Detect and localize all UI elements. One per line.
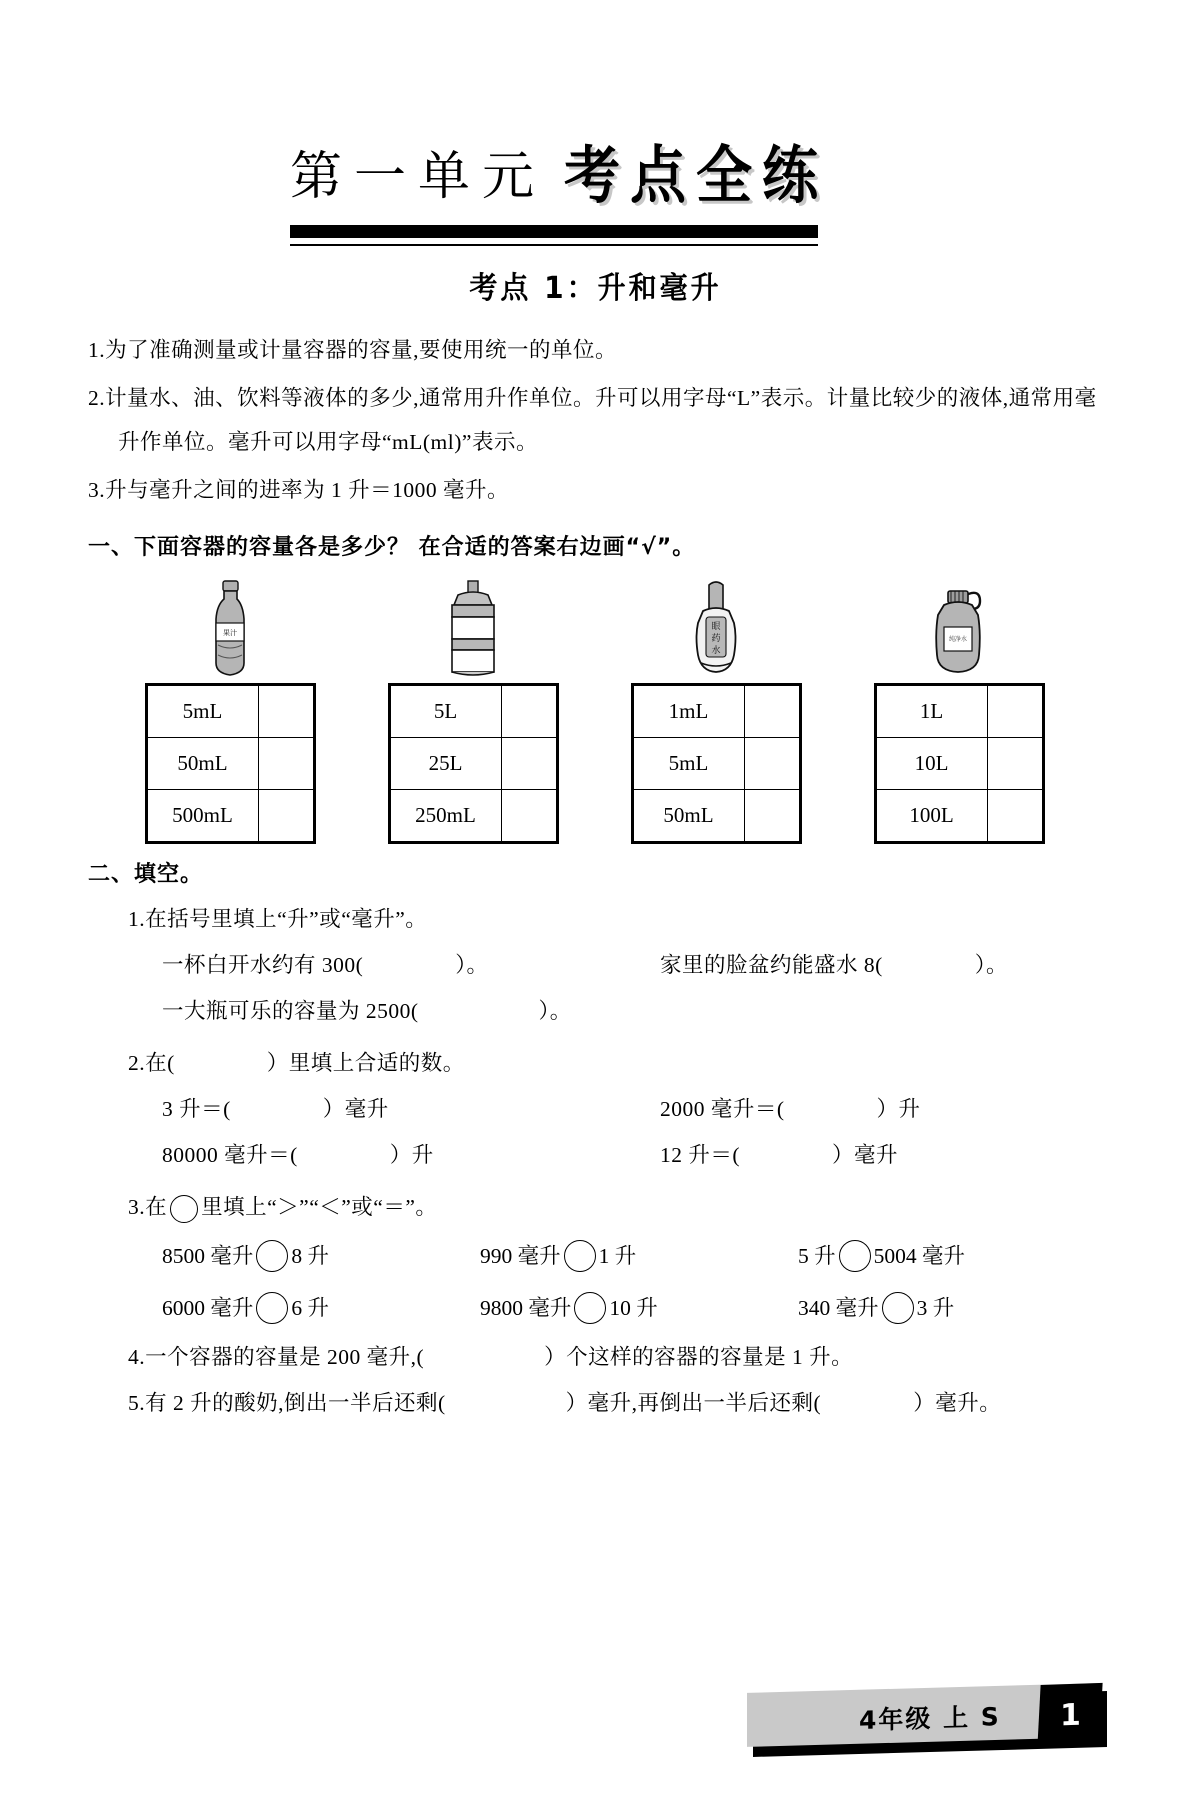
q2-text: 2000 毫升＝( <box>660 1097 785 1121</box>
comparison-item <box>162 1230 480 1282</box>
workbook-page <box>0 128 1191 1812</box>
choice-label: 5L <box>390 686 501 738</box>
q1-tail-3: ）。 <box>538 999 572 1023</box>
svg-text:果汁: 果汁 <box>223 629 237 637</box>
comparison-circle[interactable] <box>839 1240 871 1272</box>
table-row <box>147 738 313 790</box>
q5-text-pre: 5.有 2 升的酸奶,倒出一半后还剩( <box>128 1391 446 1415</box>
comparison-circle[interactable] <box>256 1240 288 1272</box>
title-rule-thin <box>290 244 818 246</box>
choice-label: 50mL <box>633 790 744 842</box>
q5-text-post: ）毫升。 <box>913 1391 1002 1415</box>
container-choices-row <box>88 569 1103 839</box>
water-jug-icon <box>353 569 593 679</box>
container-choice-3 <box>596 569 836 842</box>
q2-text: ）升 <box>876 1097 921 1121</box>
choice-checkbox[interactable] <box>501 738 556 790</box>
q1-text-1: 一杯白开水约有 300( <box>162 953 364 977</box>
question-2-row1-left <box>88 1086 660 1132</box>
q3-prompt-pre: 3.在 <box>128 1195 168 1219</box>
question-1 <box>88 896 1103 1034</box>
comparison-circle[interactable] <box>574 1292 606 1324</box>
q2-text: 3 升＝( <box>162 1097 231 1121</box>
question-2-prompt <box>88 1040 1103 1086</box>
choice-table-2 <box>390 685 557 842</box>
knowledge-point-3: 3.升与毫升之间的进率为 1 升＝1000 毫升。 <box>88 478 510 502</box>
question-1-item-2 <box>660 942 1103 988</box>
table-row <box>147 790 313 842</box>
table-row <box>633 790 799 842</box>
q5-text-mid: ）毫升,再倒出一半后还剩( <box>565 1391 822 1415</box>
question-2-row2-right <box>660 1132 1103 1178</box>
svg-text:纯净水: 纯净水 <box>948 636 968 643</box>
choice-label: 250mL <box>390 790 501 842</box>
cmp-left: 9800 毫升 <box>480 1296 572 1320</box>
container-choice-2 <box>353 569 593 842</box>
choice-checkbox[interactable] <box>744 790 799 842</box>
q2-text: ）毫升 <box>832 1143 899 1167</box>
question-1-item-1 <box>88 942 660 988</box>
section-one-heading: 一、下面容器的容量各是多少？ 在合适的答案右边画“√”。 <box>88 535 696 560</box>
choice-checkbox[interactable] <box>258 686 313 738</box>
question-3 <box>88 1184 1103 1334</box>
comparison-item <box>480 1230 798 1282</box>
choice-label: 1mL <box>633 686 744 738</box>
table-row <box>390 738 556 790</box>
page-title-banner <box>0 128 1191 240</box>
choice-label: 50mL <box>147 738 258 790</box>
question-5 <box>88 1380 1103 1426</box>
choice-checkbox[interactable] <box>501 790 556 842</box>
cmp-right: 6 升 <box>291 1296 330 1320</box>
choice-checkbox[interactable] <box>744 686 799 738</box>
choice-label: 5mL <box>633 738 744 790</box>
table-row <box>876 738 1042 790</box>
title-rule-thick <box>290 225 818 238</box>
choice-table-1 <box>147 685 314 842</box>
q3-prompt-post: 里填上“＞”“＜”或“＝”。 <box>201 1195 438 1219</box>
cmp-left: 5 升 <box>798 1244 836 1268</box>
cmp-right: 10 升 <box>609 1296 658 1320</box>
q1-text-3: 一大瓶可乐的容量为 2500( <box>162 999 419 1023</box>
kettle-icon <box>839 569 1079 679</box>
question-2 <box>88 1040 1103 1178</box>
cmp-left: 8500 毫升 <box>162 1244 254 1268</box>
question-3-row-2 <box>88 1282 1103 1334</box>
footer-grade-label: 4年级 上 S <box>859 1702 1001 1735</box>
question-2-row2-left <box>88 1132 660 1178</box>
unit-label: 第一单元 <box>290 149 547 206</box>
question-1-prompt: 1.在括号里填上“升”或“毫升”。 <box>128 907 428 931</box>
q2-text: ）升 <box>389 1143 434 1167</box>
juice-bottle-icon <box>110 569 350 679</box>
section-two-heading: 二、填空。 <box>88 862 204 887</box>
choice-checkbox[interactable] <box>258 790 313 842</box>
comparison-item <box>480 1282 798 1334</box>
cmp-right: 5004 毫升 <box>873 1244 966 1268</box>
comparison-circle[interactable] <box>564 1240 596 1272</box>
page-footer <box>747 1688 1107 1754</box>
q1-tail-1: ）。 <box>455 953 489 977</box>
question-3-row-1 <box>88 1230 1103 1282</box>
comparison-item <box>162 1282 480 1334</box>
table-row <box>390 686 556 738</box>
cmp-left: 340 毫升 <box>798 1296 879 1320</box>
q4-text-post: ）个这样的容器的容量是 1 升。 <box>544 1345 854 1369</box>
page-content <box>0 266 1191 1426</box>
svg-text:眼: 眼 <box>711 622 721 632</box>
table-row <box>390 790 556 842</box>
q2-prompt-post: ）里填上合适的数。 <box>266 1051 465 1075</box>
question-4 <box>88 1334 1103 1380</box>
choice-checkbox[interactable] <box>987 686 1042 738</box>
comparison-circle[interactable] <box>882 1292 914 1324</box>
cmp-right: 1 升 <box>598 1244 637 1268</box>
knowledge-point-1: 1.为了准确测量或计量容器的容量,要使用统一的单位。 <box>88 338 618 362</box>
cmp-right: 3 升 <box>916 1296 955 1320</box>
knowledge-point-2: 2.计量水、油、饮料等液体的多少,通常用升作单位。升可以用字母“L”表示。计量比较少的液体,通常用毫升作单位。毫升可以用字母“mL(ml)”表示。 <box>88 386 1097 454</box>
q2-text: 80000 毫升＝( <box>162 1143 298 1167</box>
svg-text:药: 药 <box>711 634 721 644</box>
choice-checkbox[interactable] <box>987 790 1042 842</box>
table-row <box>633 686 799 738</box>
kaodian-heading: 考点 1：升和毫升 <box>469 269 722 306</box>
choice-label: 500mL <box>147 790 258 842</box>
q2-prompt-pre: 2.在( <box>128 1051 175 1075</box>
q1-tail-2: ）。 <box>974 953 1009 977</box>
choice-label: 100L <box>876 790 987 842</box>
question-1-item-3 <box>88 988 1103 1034</box>
table-row <box>876 790 1042 842</box>
choice-table-4 <box>876 685 1043 842</box>
choice-checkbox[interactable] <box>987 738 1042 790</box>
choice-label: 1L <box>876 686 987 738</box>
q2-text: 12 升＝( <box>660 1143 741 1167</box>
cmp-left: 990 毫升 <box>480 1244 561 1268</box>
choice-checkbox[interactable] <box>258 738 313 790</box>
table-row <box>876 686 1042 738</box>
comparison-circle[interactable] <box>256 1292 288 1324</box>
eyedrop-bottle-icon <box>596 569 836 679</box>
choice-table-3 <box>633 685 800 842</box>
question-3-prompt <box>88 1184 1103 1230</box>
choice-label: 10L <box>876 738 987 790</box>
container-choice-4 <box>839 569 1079 842</box>
comparison-circle[interactable] <box>170 1195 198 1223</box>
choice-label: 25L <box>390 738 501 790</box>
cmp-left: 6000 毫升 <box>162 1296 254 1320</box>
table-row <box>633 738 799 790</box>
comparison-item <box>798 1282 954 1334</box>
choice-checkbox[interactable] <box>744 738 799 790</box>
cmp-right: 8 升 <box>291 1244 330 1268</box>
page-title: 考点全练 <box>564 139 829 213</box>
page-number: 1 <box>1060 1697 1081 1734</box>
comparison-item <box>798 1230 965 1282</box>
question-2-row1-right <box>660 1086 1103 1132</box>
choice-label: 5mL <box>147 686 258 738</box>
choice-checkbox[interactable] <box>501 686 556 738</box>
q1-text-2: 家里的脸盆约能盛水 8( <box>660 953 883 977</box>
svg-text:水: 水 <box>711 646 721 656</box>
q2-text: ）毫升 <box>322 1097 389 1121</box>
table-row <box>147 686 313 738</box>
container-choice-1 <box>110 569 350 842</box>
q4-text-pre: 4.一个容器的容量是 200 毫升,( <box>128 1345 425 1369</box>
